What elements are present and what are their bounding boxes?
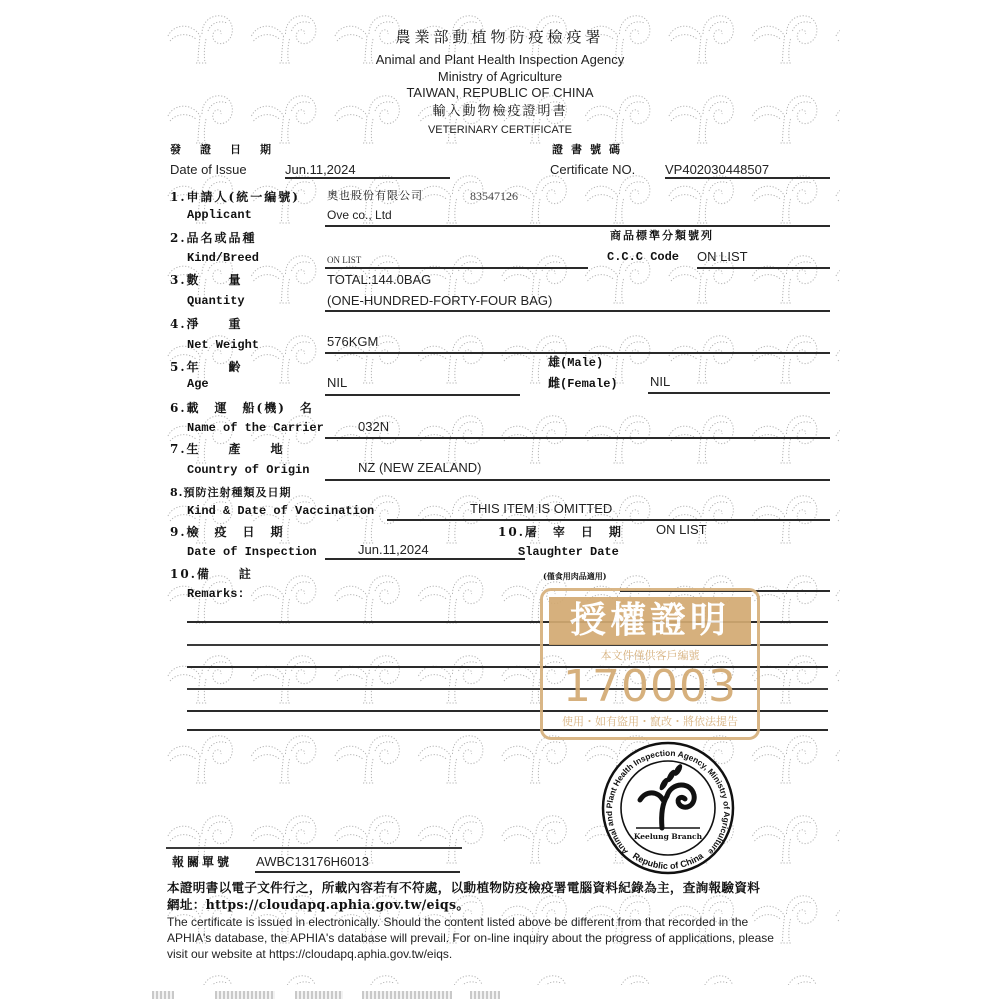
cropped-footer-text: [295, 991, 343, 999]
customs-no-underline: [255, 871, 460, 873]
cropped-footer-text: [215, 991, 275, 999]
applicant-tax-id: 83547126: [470, 189, 518, 203]
customs-no-label-cn: 報關單號: [172, 855, 233, 869]
inspection-label: Date of Inspection: [187, 545, 317, 559]
authorization-stamp-title: 授權證明: [549, 597, 751, 645]
quantity-in-words: (ONE-HUNDRED-FORTY-FOUR BAG): [327, 293, 553, 308]
certificate-no-underline: [665, 177, 830, 179]
certificate-no-label-cn: 證書號碼: [552, 143, 628, 156]
ccc-code-value: ON LIST: [697, 249, 748, 264]
customs-no-value: AWBC13176H6013: [256, 854, 369, 869]
authorization-stamp-line2: 使用・如有盜用・竄改・將依法提告: [562, 715, 738, 728]
applicant-label: Applicant: [187, 208, 252, 222]
remarks-label-cn: 10.備 註: [170, 567, 253, 581]
seal-bottom-text: Republic of China: [630, 850, 706, 871]
female-value: NIL: [650, 374, 671, 389]
inspection-value: Jun.11,2024: [358, 542, 429, 557]
disclaimer-en-line: The certificate is issued in electronically. Should the content listed above be different from that recorded in the: [167, 915, 749, 929]
male-label: 雄(Male): [548, 356, 604, 370]
certificate-no-label: Certificate NO.: [550, 162, 636, 177]
age-value: NIL: [327, 375, 348, 390]
net-weight-label-cn: 4.淨 重: [170, 317, 243, 331]
net-weight-value: 576KGM: [327, 334, 379, 349]
inspection-label-cn: 9.檢 疫 日 期: [170, 525, 285, 539]
female-label: 雌(Female): [548, 377, 618, 391]
quantity-label: Quantity: [187, 294, 245, 308]
date-of-issue-value: Jun.11,2024: [285, 162, 356, 177]
age-label: Age: [187, 377, 209, 391]
ccc-label-cn: 商品標準分類號列: [610, 229, 714, 242]
cropped-footer-text: [362, 991, 452, 999]
applicant-label-cn: 1.申請人(統一編號): [170, 190, 300, 204]
carrier-label: Name of the Carrier: [187, 421, 324, 435]
ccc-code-underline: [697, 267, 830, 269]
kind-value: ON LIST: [327, 255, 362, 265]
kind-label: Kind/Breed: [187, 251, 260, 265]
female-underline: [648, 392, 830, 394]
seal-top-text: Animal and Plant Health Inspection Agency, Ministry of Agriculture: [603, 747, 733, 857]
vaccination-label-cn: 8.預防注射種類及日期: [170, 486, 292, 499]
slaughter-label: Slaughter Date: [518, 545, 619, 559]
authorization-stamp: [540, 588, 760, 740]
quantity-label-cn: 3.數 量: [170, 273, 243, 287]
disclaimer-cn-line1: 本證明書以電子文件行之，所載內容若有不符處，以動植物防疫檢疫署電腦資料紀錄為主，查詢報驗資料: [167, 880, 761, 895]
kind-underline: [325, 267, 588, 269]
net-weight-label: Net Weight: [187, 338, 260, 352]
origin-value: NZ (NEW ZEALAND): [358, 460, 482, 475]
date-of-issue-underline: [285, 177, 450, 179]
remarks-label: Remarks:: [187, 587, 245, 601]
ministry-name: Ministry of Agriculture: [437, 69, 563, 84]
cropped-footer-text: [470, 991, 500, 999]
vaccination-label: Kind & Date of Vaccination: [187, 504, 375, 518]
disclaimer-cn-line2: 網址：https://cloudapq.aphia.gov.tw/eiqs。: [167, 897, 470, 912]
disclaimer-en-line: APHIA's database, the APHIA's database will prevail. For on-line inquiry about the progress of applications, please: [167, 931, 774, 945]
quantity-underline: [325, 310, 830, 312]
disclaimer-en-line: visit our website at https://cloudapq.aphia.gov.tw/eiqs.: [167, 947, 453, 961]
authorization-stamp-number: 170003: [563, 661, 737, 712]
slaughter-label-cn: 10.屠 宰 日 期: [498, 525, 623, 539]
applicant-underline: [325, 225, 830, 227]
age-underline: [325, 394, 520, 396]
authorization-stamp-line1: 本文件僅供客戶編號: [600, 649, 700, 662]
kind-label-cn: 2.品名或品種: [170, 231, 257, 245]
carrier-label-cn: 6.載 運 船(機) 名: [170, 401, 314, 415]
certificate-title-en: VETERINARY CERTIFICATE: [427, 124, 573, 136]
date-of-issue-label: Date of Issue: [170, 162, 247, 177]
agency-name-cn: 農業部動植物防疫檢疫署: [395, 28, 605, 46]
seal-branch-text: Keelung Branch: [633, 832, 703, 841]
country-name: TAIWAN, REPUBLIC OF CHINA: [406, 85, 594, 100]
ccc-code-label: C.C.C Code: [607, 250, 680, 264]
origin-label-cn: 7.生 產 地: [170, 442, 285, 456]
age-label-cn: 5.年 齡: [170, 360, 243, 374]
agency-name-en: Animal and Plant Health Inspection Agency: [375, 52, 625, 67]
certificate-title-cn: 輸入動物檢疫證明書: [432, 104, 568, 119]
customs-top-rule: [166, 847, 462, 849]
applicant-value-cn: 奧也股份有限公司: [327, 189, 423, 202]
origin-underline: [325, 479, 830, 481]
slaughter-value: ON LIST: [656, 522, 707, 537]
quantity-total: TOTAL:144.0BAG: [327, 272, 432, 287]
vaccination-underline: [387, 519, 830, 521]
inspection-underline: [325, 558, 525, 560]
vaccination-value: THIS ITEM IS OMITTED: [470, 501, 613, 516]
carrier-value: 032N: [358, 419, 390, 434]
date-of-issue-label-cn: 發證日期: [170, 143, 290, 156]
certificate-no-value: VP402030448507: [665, 162, 770, 177]
origin-label: Country of Origin: [187, 463, 310, 477]
net-weight-underline: [325, 352, 830, 354]
applicant-value: Ove co., Ltd: [327, 208, 392, 222]
official-seal: [600, 740, 736, 876]
cropped-footer-text: [152, 991, 174, 999]
slaughter-note: (僅食用肉品適用): [543, 571, 607, 581]
carrier-underline: [325, 437, 830, 439]
